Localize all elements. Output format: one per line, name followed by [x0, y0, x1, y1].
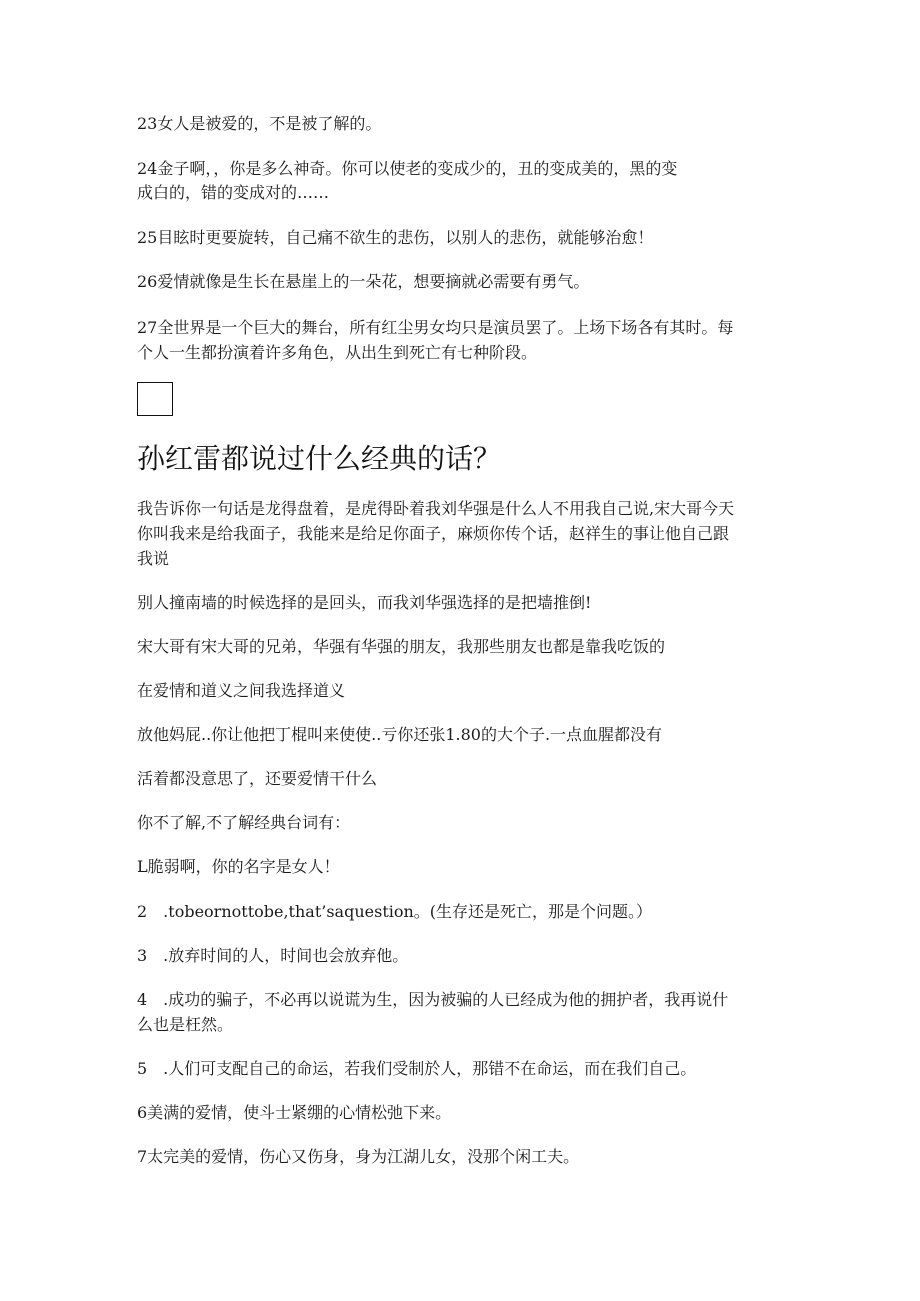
list-item-4-line2: 么也是枉然。 — [137, 1015, 234, 1034]
paragraph-1-line3: 我说 — [137, 549, 170, 568]
list-item-6: 6美满的爱情，使斗士紧绷的心情松弛下来。 — [137, 1103, 452, 1122]
paragraph-3: 宋大哥有宋大哥的兄弟，华强有华强的朋友，我那些朋友也都是靠我吃饭的 — [137, 637, 666, 656]
paragraph-2: 别人撞南墙的时候选择的是回头，而我刘华强选择的是把墙推倒! — [137, 593, 592, 612]
quote-25: 25目眩时更要旋转，自己痛不欲生的悲伤，以别人的悲伤，就能够治愈！ — [137, 228, 654, 247]
quote-27-line2: 个人一生都扮演着许多角色，从出生到死亡有七种阶段。 — [137, 343, 538, 362]
list-item-7: 7太完美的爱情，伤心又伤身，身为江湖儿女，没那个闲工夫。 — [137, 1147, 580, 1166]
paragraph-5: 放他妈屁..你让他把丁棍叫来使使..亏你还张1.80的大个子.一点血腥都没有 — [137, 725, 663, 744]
empty-checkbox-icon — [137, 382, 173, 416]
paragraph-6: 活着都没意思了，还要爱情干什么 — [137, 769, 378, 788]
section-heading: 孙红雷都说过什么经典的话？ — [137, 442, 502, 475]
paragraph-7: 你不了解,不了解经典台词有： — [137, 813, 351, 832]
quote-23: 23女人是被爱的，不是被了解的。 — [137, 114, 382, 133]
paragraph-1-line2: 你叫我来是给我面子，我能来是给足你面子，麻烦你传个话，赵祥生的事让他自己跟 — [137, 524, 730, 543]
quote-27-line1: 27全世界是一个巨大的舞台，所有红尘男女均只是演员罢了。上场下场各有其时。每 — [137, 318, 734, 337]
quote-24-line1: 24金子啊，，你是多么神奇。你可以使老的变成少的，丑的变成美的，黑的变 — [137, 159, 678, 178]
list-item-1: L脆弱啊，你的名字是女人！ — [137, 857, 340, 876]
list-item-2: 2 .tobeornottobe,that’saquestion。(生存还是死亡，那是个问题。） — [137, 902, 653, 921]
quote-24-line2: 成白的，错的变成对的…… — [137, 183, 330, 202]
paragraph-1-line1: 我告诉你一句话是龙得盘着，是虎得卧着我刘华强是什么人不用我自己说,宋大哥今天 — [137, 499, 735, 518]
list-item-4-line1: 4 .成功的骗子，不必再以说谎为生，因为被骗的人已经成为他的拥护者，我再说什 — [137, 990, 729, 1009]
list-item-5: 5 .人们可支配自己的命运，若我们受制於人，那错不在命运，而在我们自己。 — [137, 1059, 697, 1078]
quote-26: 26爱情就像是生长在悬崖上的一朵花，想要摘就必需要有勇气。 — [137, 272, 590, 291]
list-item-3: 3 .放弃时间的人，时间也会放弃他。 — [137, 946, 409, 965]
paragraph-4: 在爱情和道义之间我选择道义 — [137, 681, 346, 700]
